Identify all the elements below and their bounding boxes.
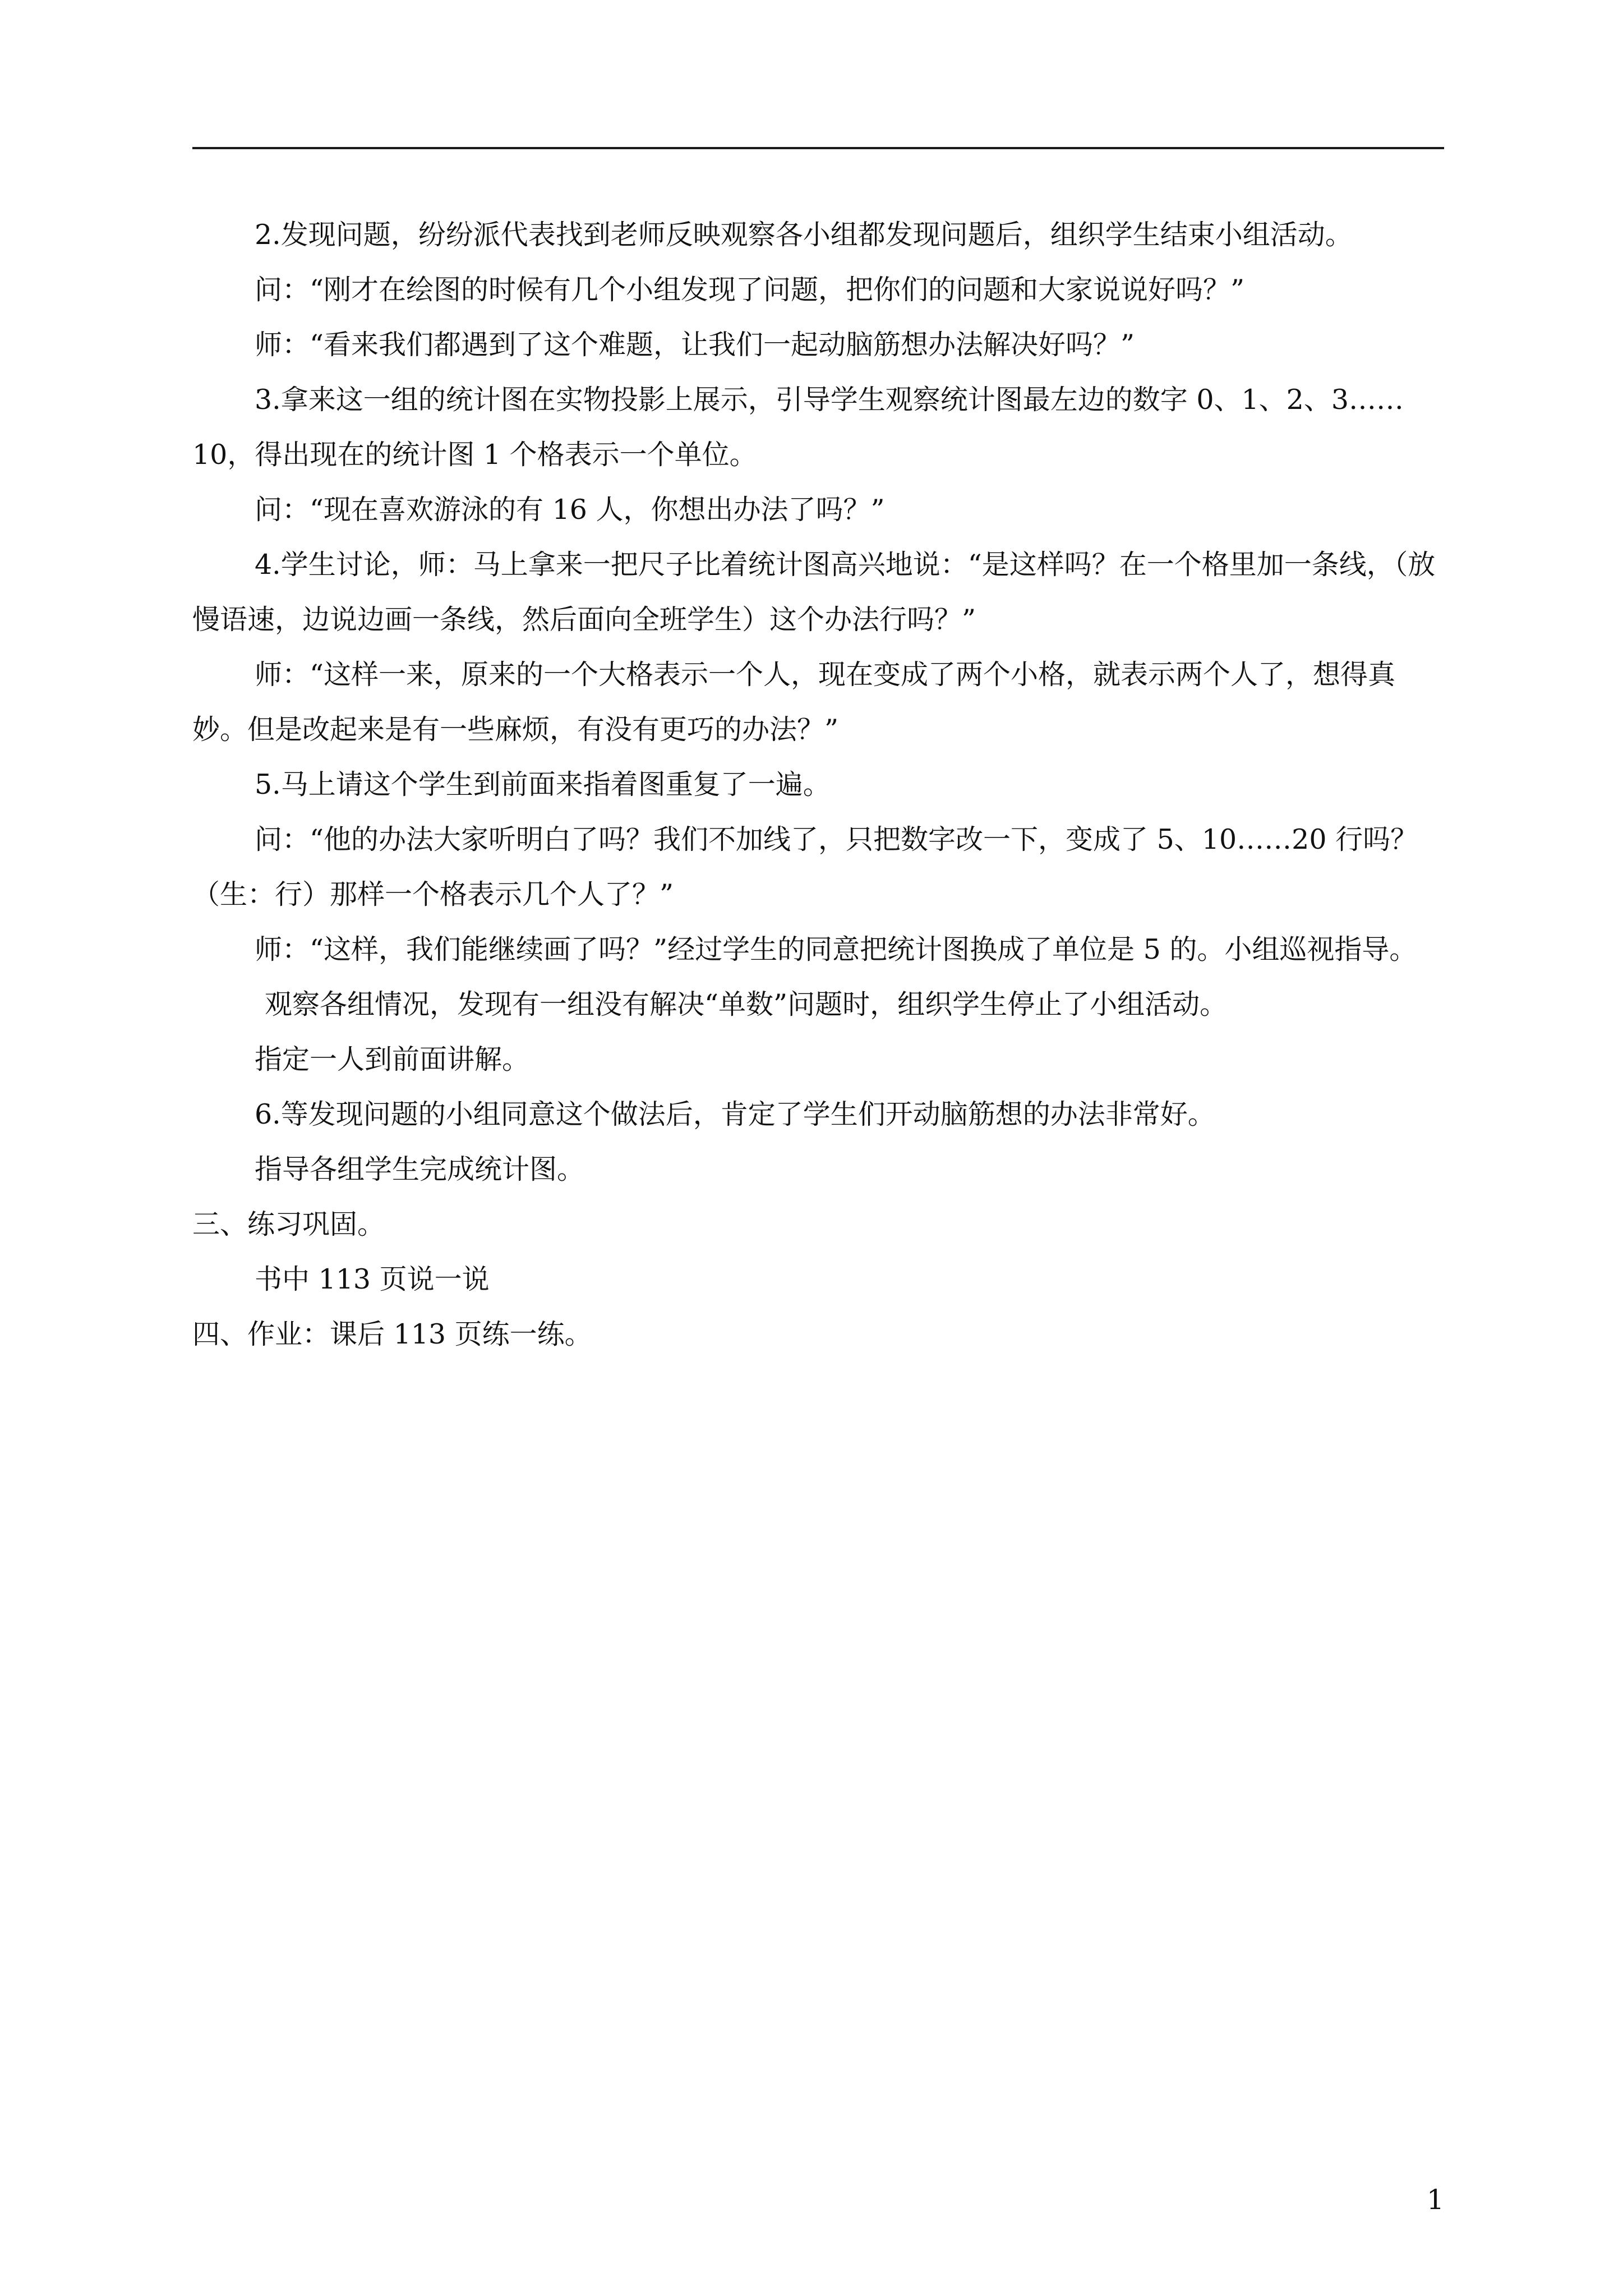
paragraph-observation: 观察各组情况，发现有一组没有解决“单数”问题时，组织学生停止了小组活动。 bbox=[265, 988, 1228, 1020]
paragraph-question-2: 问：“现在喜欢游泳的有 16 人，你想出办法了吗？” bbox=[255, 494, 885, 526]
page-number: 1 bbox=[1426, 2184, 1444, 2216]
section-heading-practice: 三、练习巩固。 bbox=[192, 1208, 385, 1240]
paragraph-step-5: 5.马上请这个学生到前面来指着图重复了一遍。 bbox=[255, 769, 831, 800]
paragraph-step-6: 6.等发现问题的小组同意这个做法后，肯定了学生们开动脑筋想的办法非常好。 bbox=[255, 1098, 1215, 1130]
paragraph-question-3: 问：“他的办法大家听明白了吗？我们不加线了，只把数字改一下，变成了 5、10……20 行吗？（生：行）那样一个格表示几个人了？” bbox=[192, 823, 1418, 910]
section-heading-homework: 四、作业：课后 113 页练一练。 bbox=[192, 1318, 592, 1350]
paragraph-book-reference: 书中 113 页说一说 bbox=[255, 1263, 490, 1295]
paragraph-step-3: 3.拿来这一组的统计图在实物投影上展示，引导学生观察统计图最左边的数字 0、1、2、3……10，得出现在的统计图 1 个格表示一个单位。 bbox=[192, 384, 1404, 471]
paragraph-step-2: 2.发现问题，纷纷派代表找到老师反映观察各小组都发现问题后，组织学生结束小组活动。 bbox=[255, 219, 1353, 251]
paragraph-teacher-1: 师：“看来我们都遇到了这个难题，让我们一起动脑筋想办法解决好吗？” bbox=[255, 329, 1135, 361]
header-rule bbox=[192, 147, 1444, 149]
paragraph-step-4: 4.学生讨论，师：马上拿来一把尺子比着统计图高兴地说：“是这样吗？在一个格里加一条线，（放慢语速，边说边画一条线，然后面向全班学生）这个办法行吗？” bbox=[192, 549, 1436, 636]
paragraph-teacher-2: 师：“这样一来，原来的一个大格表示一个人，现在变成了两个小格，就表示两个人了，想得真妙。但是改起来是有一些麻烦，有没有更巧的办法？” bbox=[192, 659, 1396, 746]
paragraph-question-1: 问：“刚才在绘图的时候有几个小组发现了问题，把你们的问题和大家说说好吗？” bbox=[255, 274, 1245, 306]
paragraph-assign-student: 指定一人到前面讲解。 bbox=[255, 1043, 530, 1075]
document-body bbox=[192, 208, 1444, 1362]
paragraph-guidance: 指导各组学生完成统计图。 bbox=[255, 1153, 585, 1185]
paragraph-teacher-3: 师：“这样，我们能继续画了吗？”经过学生的同意把统计图换成了单位是 5 的。小组巡视指导。 bbox=[255, 933, 1417, 965]
